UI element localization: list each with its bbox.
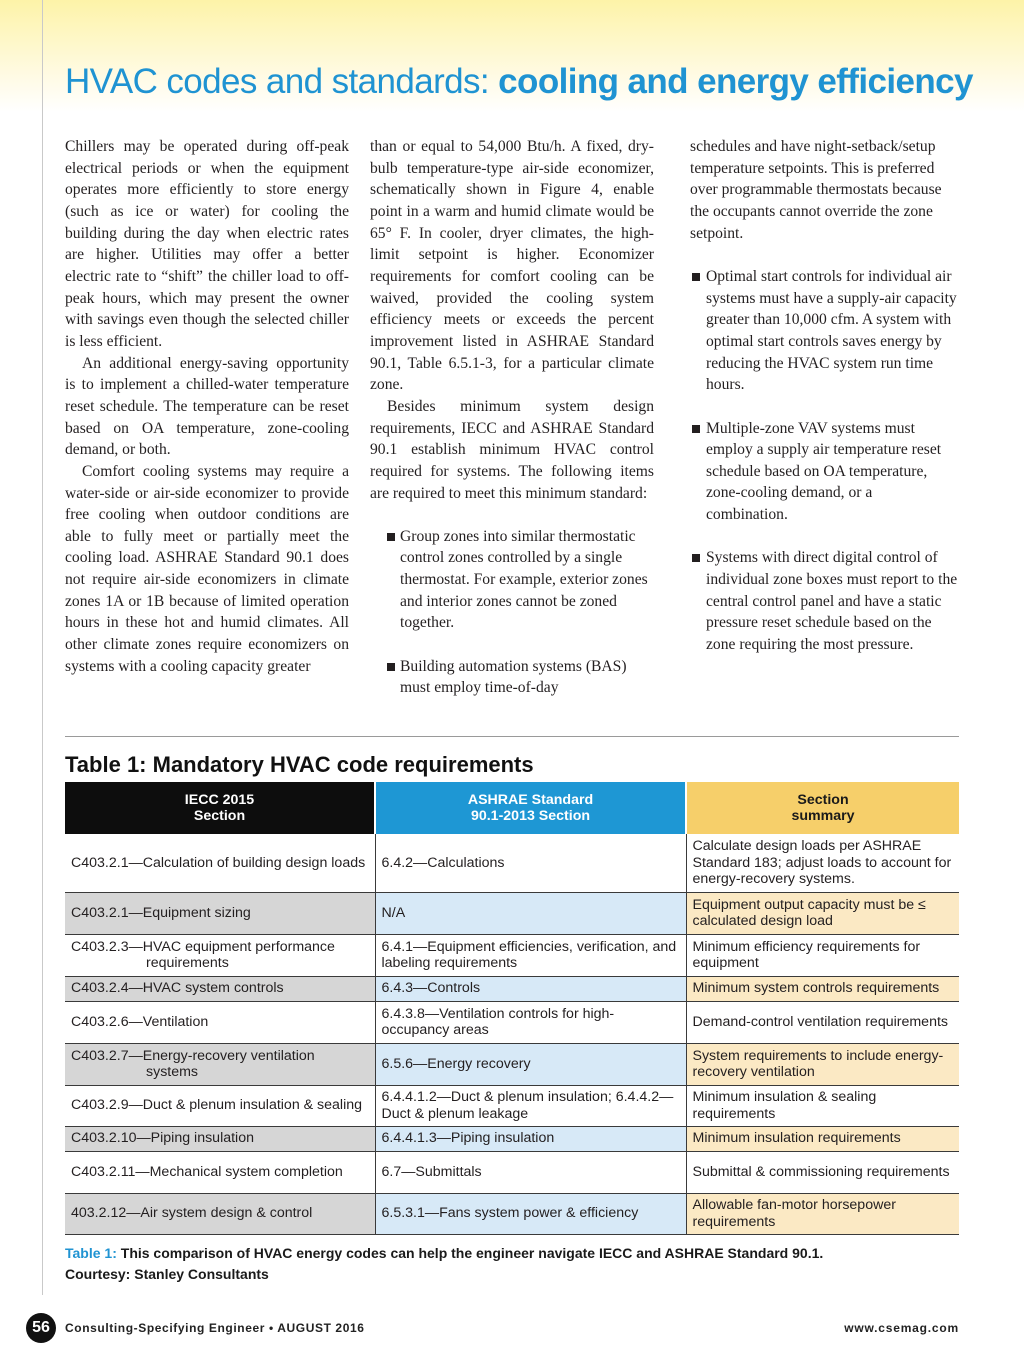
- paragraph: Comfort cooling systems may require a water-side or air-side economizer to provide free cooling when outdoor conditions are able to fully meet or partially meet the cooling load. ASHRAE Standard 90.1 does not require air-side economizers in climate zones 1A or 1B because of limited operation hours in these hot and humid climates. All other climate zones require economizers on systems with a cooling capacity greater: [65, 462, 349, 675]
- table-row: [65, 1193, 959, 1234]
- table-row: [65, 1126, 959, 1151]
- iecc-cell: [65, 1043, 375, 1085]
- bullet-list: [690, 266, 958, 656]
- table-row: [65, 1151, 959, 1193]
- bullet-text: Building automation systems (BAS) must employ time-of-day: [400, 657, 627, 697]
- square-bullet-icon: [692, 273, 700, 281]
- table-header-row: [65, 782, 959, 834]
- paragraph: Besides minimum system design requirements, IECC and ASHRAE Standard 90.1 establish minimum HVAC control required for systems. The following items are required to meet this minimum standard:: [370, 397, 654, 502]
- ashrae-cell: 6.4.1—Equipment efficiencies, verification, and labeling requirements: [375, 934, 686, 976]
- caption-credit: Courtesy: Stanley Consultants: [65, 1266, 269, 1282]
- ashrae-cell: 6.4.4.1.3—Piping insulation: [375, 1126, 686, 1151]
- page-headline: [65, 62, 973, 102]
- paragraph: An additional energy-saving opportunity is to implement a chilled-water temperature reset schedule. The temperature can be reset based on OA temperature, zone-cooling demand, or both.: [65, 354, 349, 459]
- header-line: Section: [797, 791, 849, 808]
- article-column-3: [690, 136, 958, 677]
- header-iecc: [65, 782, 375, 834]
- bullet-item: [690, 266, 958, 396]
- cell-text: C403.2.7—Energy-recovery ventilation systems: [71, 1047, 315, 1080]
- table-row: [65, 892, 959, 934]
- square-bullet-icon: [692, 554, 700, 562]
- footer-website[interactable]: www.csemag.com: [844, 1321, 959, 1335]
- cell-text: C403.2.9—Duct & plenum insulation & sealing: [71, 1097, 363, 1114]
- summary-cell: Demand-control ventilation requirements: [686, 1001, 959, 1043]
- cell-text: C403.2.4—HVAC system controls: [71, 980, 284, 997]
- iecc-cell: [65, 1001, 375, 1043]
- summary-cell: Equipment output capacity must be ≤ calculated design load: [686, 892, 959, 934]
- ashrae-cell: 6.5.6—Energy recovery: [375, 1043, 686, 1085]
- requirements-table: [65, 782, 959, 1235]
- ashrae-cell: 6.4.3.8—Ventilation controls for high-occupancy areas: [375, 1001, 686, 1043]
- margin-rule: [42, 0, 43, 1295]
- iecc-cell: [65, 892, 375, 934]
- square-bullet-icon: [387, 533, 395, 541]
- bullet-text: Multiple-zone VAV systems must employ a supply air temperature reset schedule based on OA temperature, zone-cooling demand, or a combination.: [706, 419, 942, 524]
- paragraph: schedules and have night-setback/setup temperature setpoints. This is preferred over programmable thermostats because the occupants cannot override the zone setpoint.: [690, 138, 942, 242]
- table-row: [65, 1043, 959, 1085]
- cell-text: C403.2.3—HVAC equipment performance requirements: [71, 938, 335, 971]
- ashrae-cell: 6.7—Submittals: [375, 1151, 686, 1193]
- cell-text: C403.2.6—Ventilation: [71, 1013, 209, 1030]
- summary-cell: Minimum system controls requirements: [686, 976, 959, 1001]
- iecc-cell: [65, 1126, 375, 1151]
- table-row: [65, 934, 959, 976]
- page-number-badge: 56: [26, 1313, 56, 1343]
- ashrae-cell: N/A: [375, 892, 686, 934]
- iecc-cell: [65, 834, 375, 892]
- bullet-item: [370, 526, 654, 634]
- ashrae-cell: 6.5.3.1—Fans system power & efficiency: [375, 1193, 686, 1234]
- article-column-1: [65, 136, 349, 677]
- table-row: [65, 1085, 959, 1126]
- cell-text: C403.2.11—Mechanical system completion: [71, 1163, 343, 1180]
- summary-cell: Submittal & commissioning requirements: [686, 1151, 959, 1193]
- headline-bold: cooling and energy efficiency: [498, 62, 973, 101]
- table-row: [65, 1001, 959, 1043]
- header-line: summary: [791, 808, 855, 824]
- article-column-2: [370, 136, 654, 721]
- summary-cell: Minimum insulation requirements: [686, 1126, 959, 1151]
- bullet-item: [370, 656, 654, 699]
- header-ashrae: [375, 782, 686, 834]
- cell-text: C403.2.10—Piping insulation: [71, 1130, 254, 1147]
- header-line: ASHRAE Standard: [467, 791, 594, 808]
- table-row: [65, 834, 959, 892]
- square-bullet-icon: [387, 663, 395, 671]
- table-caption: [65, 1243, 965, 1285]
- summary-cell: System requirements to include energy-recovery ventilation: [686, 1043, 959, 1085]
- bullet-list: [370, 526, 654, 699]
- bullet-item: [690, 547, 958, 655]
- summary-cell: Allowable fan-motor horsepower requirements: [686, 1193, 959, 1234]
- headline-light: HVAC codes and standards:: [65, 62, 499, 101]
- iecc-cell: [65, 1151, 375, 1193]
- caption-text: This comparison of HVAC energy codes can help the engineer navigate IECC and ASHRAE Standard 90.1.: [120, 1245, 824, 1261]
- cell-text: C403.2.1—Calculation of building design loads: [71, 854, 366, 871]
- paragraph: than or equal to 54,000 Btu/h. A fixed, dry-bulb temperature-type air-side economizer, schematically shown in Figure 4, enable point in a warm and humid climate would be 65° F. In cooler, dryer climates, the high-limit setpoint is higher. Economizer requirements for comfort cooling can be waived, provided the cooling system efficiency meets or exceeds the percent improvement listed in ASHRAE Standard 90.1, Table 6.5.1-3, for a particular climate zone.: [370, 138, 654, 394]
- cell-text: C403.2.1—Equipment sizing: [71, 904, 251, 921]
- paragraph: Chillers may be operated during off-peak electrical periods or when the equipment operates more efficiently to store energy (such as ice or water) for cooling the building during the day when electric rates are higher. Utilities may offer a better electric rate to “shift” the chiller load to off-peak hours, which may present the owner with savings even though the selected chiller is less efficient.: [65, 138, 349, 350]
- iecc-cell: [65, 1085, 375, 1126]
- section-divider: [65, 736, 959, 737]
- header-line: Section: [193, 808, 246, 824]
- ashrae-cell: 6.4.2—Calculations: [375, 834, 686, 892]
- footer-publication: Consulting-Specifying Engineer • AUGUST 2016: [65, 1321, 365, 1335]
- table-row: [65, 976, 959, 1001]
- summary-cell: Minimum insulation & sealing requirements: [686, 1085, 959, 1126]
- bullet-text: Systems with direct digital control of individual zone boxes must report to the central control panel and have a static pressure reset schedule based on the zone requiring the most pressure.: [706, 549, 958, 654]
- square-bullet-icon: [692, 425, 700, 433]
- bullet-item: [690, 418, 958, 526]
- bullet-text: Group zones into similar thermostatic control zones controlled by a single thermostat. For example, exterior zones and interior zones cannot be zoned together.: [400, 527, 648, 632]
- header-summary: [686, 782, 959, 834]
- bullet-text: Optimal start controls for individual air systems must have a supply-air capacity greater than 10,000 cfm. A system with optimal start controls saves energy by reducing the HVAC system run time hours.: [706, 267, 957, 394]
- iecc-cell: [65, 934, 375, 976]
- table-title: Table 1: Mandatory HVAC code requirements: [65, 752, 534, 777]
- header-line: 90.1-2013 Section: [470, 808, 591, 824]
- iecc-cell: [65, 1193, 375, 1234]
- header-line: IECC 2015: [184, 791, 255, 808]
- ashrae-cell: 6.4.4.1.2—Duct & plenum insulation; 6.4.4.2—Duct & plenum leakage: [375, 1085, 686, 1126]
- caption-label: Table 1:: [65, 1245, 117, 1261]
- summary-cell: Calculate design loads per ASHRAE Standard 183; adjust loads to account for energy-recovery systems.: [686, 834, 959, 892]
- cell-text: 403.2.12—Air system design & control: [71, 1205, 313, 1222]
- iecc-cell: [65, 976, 375, 1001]
- summary-cell: Minimum efficiency requirements for equipment: [686, 934, 959, 976]
- ashrae-cell: 6.4.3—Controls: [375, 976, 686, 1001]
